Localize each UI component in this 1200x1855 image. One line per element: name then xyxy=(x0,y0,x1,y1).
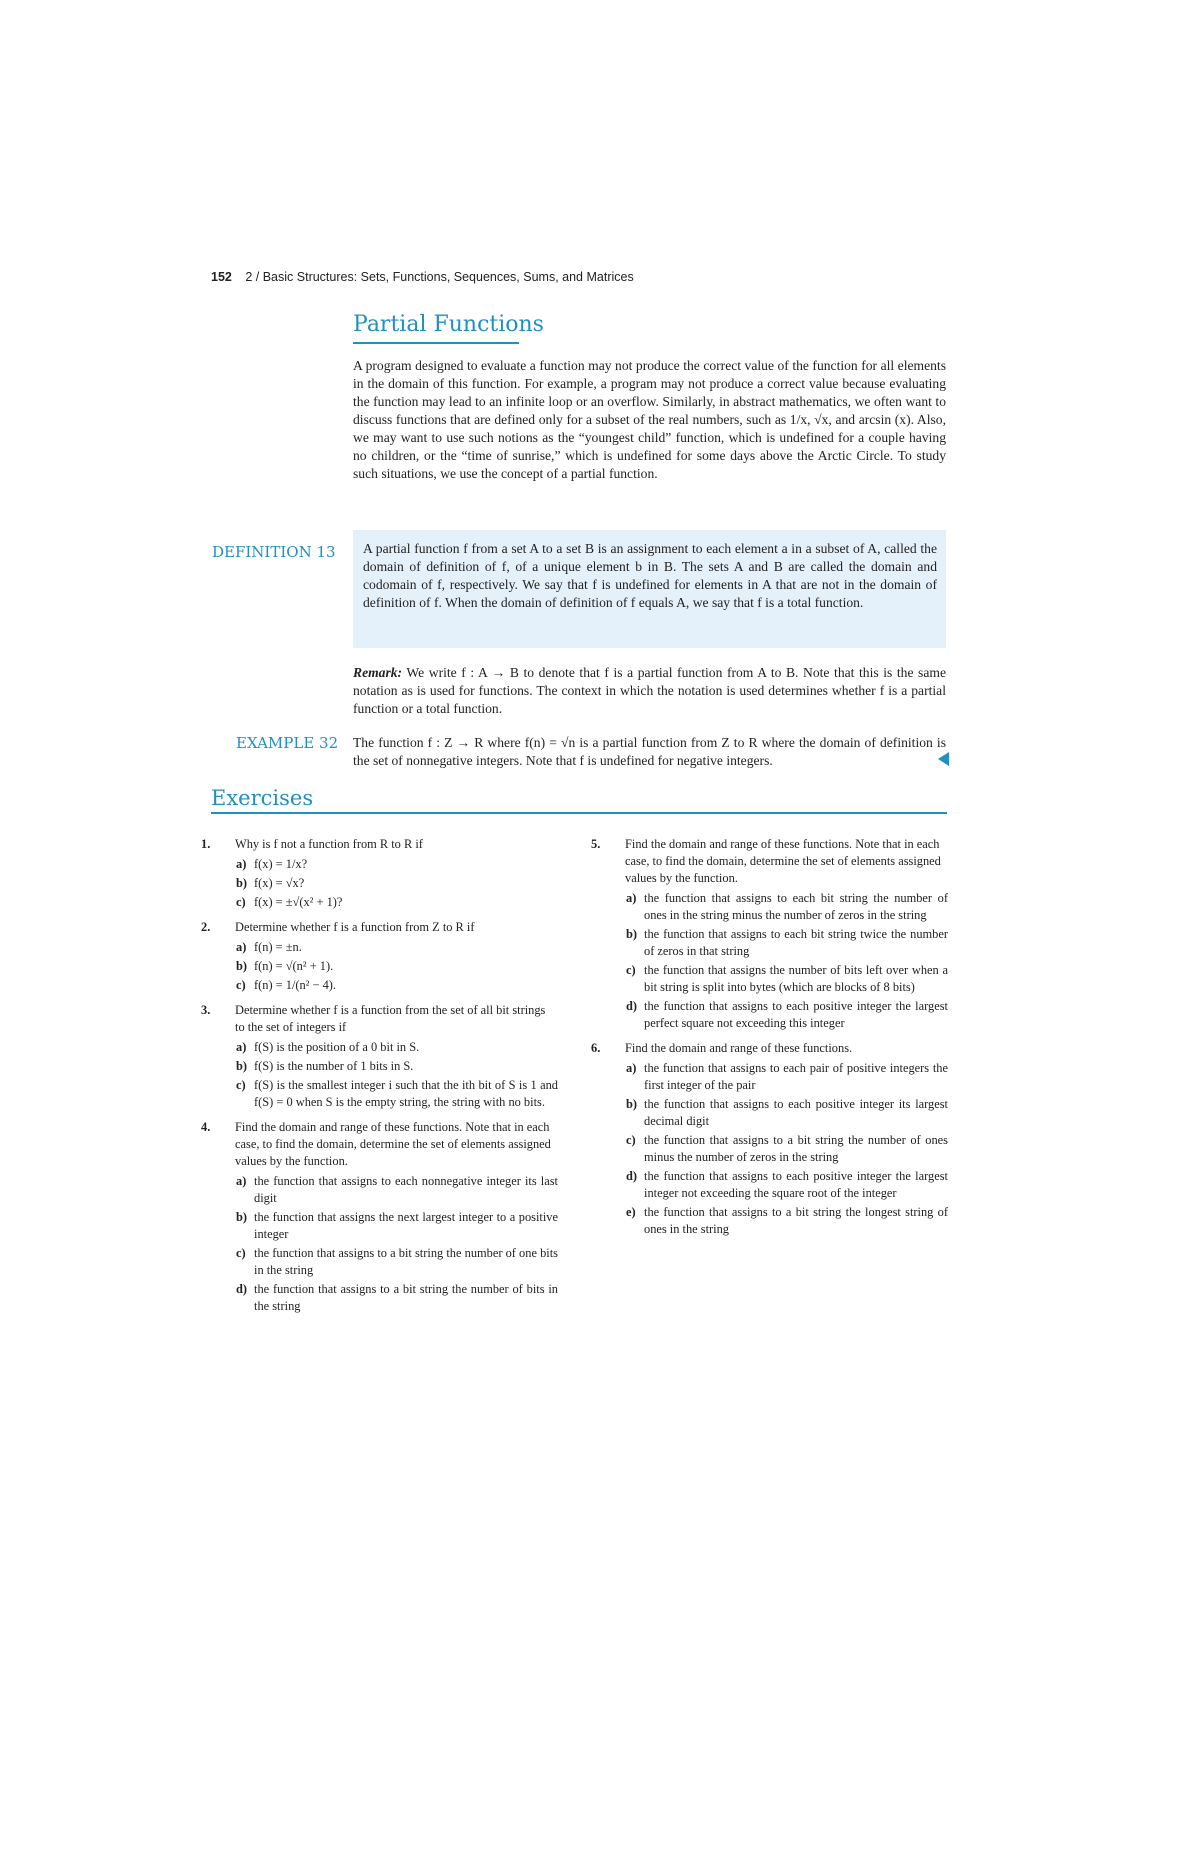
exercises-underline xyxy=(211,812,947,814)
exercise-part-label: b) xyxy=(626,927,638,941)
exercise-prompt: Find the domain and range of these functions. Note that in each case, to find the domain, determine the set of elements assigned values by the function. xyxy=(235,1120,551,1168)
section-title-underline xyxy=(353,342,519,344)
exercise-number: 4. xyxy=(201,1120,211,1134)
exercise-part-text: f(x) = √x? xyxy=(254,876,305,890)
exercise-part-label: c) xyxy=(236,1246,246,1260)
exercise-part xyxy=(236,1281,558,1315)
exercise-part xyxy=(236,1058,558,1075)
exercise-part xyxy=(626,1096,948,1130)
exercise-part-label: a) xyxy=(236,1174,247,1188)
running-head xyxy=(211,270,634,284)
exercise-number: 5. xyxy=(591,837,601,851)
exercise-part-text: the function that assigns to a bit string the number of one bits in the string xyxy=(254,1246,558,1277)
remark-label: Remark: xyxy=(353,665,403,680)
example-label: EXAMPLE 32 xyxy=(236,734,339,752)
exercise-part-label: c) xyxy=(626,963,636,977)
exercise-part-label: b) xyxy=(236,876,248,890)
exercise-part xyxy=(236,977,558,994)
exercise-item xyxy=(591,1040,948,1057)
exercise-part xyxy=(236,958,558,975)
exercise-part-text: the function that assigns the number of bits left over when a bit string is split into bytes (which are blocks of 8 bits) xyxy=(644,963,948,994)
exercise-part-label: a) xyxy=(626,891,637,905)
section-title: Partial Functions xyxy=(353,312,544,337)
exercise-part xyxy=(236,856,558,873)
exercise-part-text: the function that assigns to each nonnegative integer its last digit xyxy=(254,1174,558,1205)
exercise-part-text: f(S) is the number of 1 bits in S. xyxy=(254,1059,414,1073)
page-number: 152 xyxy=(211,270,232,284)
exercise-part xyxy=(626,998,948,1032)
exercise-part-text: f(n) = 1/(n² − 4). xyxy=(254,978,337,992)
exercise-part-label: a) xyxy=(236,857,247,871)
remark-text: We write f : A → B to denote that f is a partial function from A to B. Note that this is the same notation as is used for functions. The context in which the notation is used determines whether f is a partial function or a total function. xyxy=(353,665,946,716)
exercise-part-label: b) xyxy=(626,1097,638,1111)
exercise-prompt: Determine whether f is a function from Z to R if xyxy=(235,920,475,934)
exercise-part-label: a) xyxy=(236,1040,247,1054)
exercise-part-text: the function that assigns to each bit string the number of ones in the string minus the number of zeros in the string xyxy=(644,891,948,922)
exercise-part xyxy=(236,1209,558,1243)
exercise-number: 2. xyxy=(201,920,211,934)
exercise-number: 6. xyxy=(591,1041,601,1055)
exercise-part xyxy=(626,1204,948,1238)
exercise-part-label: c) xyxy=(626,1133,636,1147)
exercise-part-label: c) xyxy=(236,895,246,909)
exercise-part xyxy=(626,1060,948,1094)
exercise-item xyxy=(591,836,948,887)
exercise-prompt: Find the domain and range of these functions. Note that in each case, to find the domain, determine the set of elements assigned values by the function. xyxy=(625,837,941,885)
exercise-number: 1. xyxy=(201,837,211,851)
exercise-part-text: f(x) = 1/x? xyxy=(254,857,308,871)
exercise-part-text: the function that assigns to a bit string the number of bits in the string xyxy=(254,1282,558,1313)
exercise-prompt: Find the domain and range of these functions. xyxy=(625,1041,853,1055)
exercise-part-label: b) xyxy=(236,959,248,973)
exercise-part xyxy=(626,890,948,924)
exercise-part-text: the function that assigns to each positive integer its largest decimal digit xyxy=(644,1097,948,1128)
exercise-part xyxy=(236,875,558,892)
exercise-part-label: b) xyxy=(236,1210,248,1224)
exercise-part-text: the function that assigns to a bit string the longest string of ones in the string xyxy=(644,1205,948,1236)
exercise-part-text: the function that assigns to each pair of positive integers the first integer of the pair xyxy=(644,1061,948,1092)
definition-label: DEFINITION 13 xyxy=(212,543,336,561)
example-text: The function f : Z → R where f(n) = √n is a partial function from Z to R where the domain of definition is the set of nonnegative integers. Note that f is undefined for negative integers. xyxy=(353,735,946,768)
exercise-prompt: Determine whether f is a function from the set of all bit strings to the set of integers if xyxy=(235,1003,546,1034)
exercise-part-label: a) xyxy=(626,1061,637,1075)
exercise-part xyxy=(236,894,558,911)
intro-paragraph: A program designed to evaluate a function may not produce the correct value of the function for all elements in the domain of this function. For example, a program may not produce a correct value because evaluating the function may lead to an infinite loop or an overflow. Similarly, in abstract mathematics, we often want to discuss functions that are defined only for a subset of the real numbers, such as 1/x, √x, and arcsin (x). Also, we may want to use such notions as the “youngest child” function, which is undefined for a couple having no children, or the “time of sunrise,” which is undefined for some days above the Arctic Circle. To study such situations, we use the concept of a partial function. xyxy=(353,358,946,481)
exercise-part xyxy=(236,1077,558,1111)
exercise-part-label: a) xyxy=(236,940,247,954)
exercise-item xyxy=(201,1119,558,1170)
exercise-item xyxy=(201,836,558,853)
exercises-left-column xyxy=(201,836,558,1323)
exercise-part-text: the function that assigns to each positive integer the largest perfect square not exceeding this integer xyxy=(644,999,948,1030)
exercise-part-label: b) xyxy=(236,1059,248,1073)
exercise-prompt: Why is f not a function from R to R if xyxy=(235,837,423,851)
exercise-part xyxy=(236,939,558,956)
exercises-title: Exercises xyxy=(211,786,314,810)
exercise-part-label: c) xyxy=(236,1078,246,1092)
exercise-part xyxy=(236,1173,558,1207)
exercise-number: 3. xyxy=(201,1003,211,1017)
exercise-part-text: the function that assigns to each positive integer the largest integer not exceeding the square root of the integer xyxy=(644,1169,948,1200)
exercise-part xyxy=(236,1245,558,1279)
exercise-part-label: c) xyxy=(236,978,246,992)
exercise-part-text: f(n) = ±n. xyxy=(254,940,302,954)
exercise-part-text: f(x) = ±√(x² + 1)? xyxy=(254,895,343,909)
remark-paragraph xyxy=(353,664,946,718)
exercise-part-label: e) xyxy=(626,1205,636,1219)
exercise-part-label: d) xyxy=(626,1169,638,1183)
running-title: 2 / Basic Structures: Sets, Functions, Sequences, Sums, and Matrices xyxy=(245,270,634,284)
exercise-item xyxy=(201,919,558,936)
exercise-part xyxy=(626,926,948,960)
exercise-part xyxy=(626,1168,948,1202)
exercise-part-text: f(S) is the smallest integer i such that the ith bit of S is 1 and f(S) = 0 when S is the empty string, the string with no bits. xyxy=(254,1078,558,1109)
end-of-example-marker xyxy=(938,752,949,766)
exercise-part-text: the function that assigns the next largest integer to a positive integer xyxy=(254,1210,558,1241)
exercise-part-text: the function that assigns to each bit string twice the number of zeros in that string xyxy=(644,927,948,958)
exercise-part xyxy=(626,962,948,996)
exercise-item xyxy=(201,1002,558,1036)
exercise-part-text: f(S) is the position of a 0 bit in S. xyxy=(254,1040,420,1054)
exercise-part xyxy=(626,1132,948,1166)
exercise-part-text: f(n) = √(n² + 1). xyxy=(254,959,334,973)
exercises-right-column xyxy=(591,836,948,1246)
definition-text: A partial function f from a set A to a set B is an assignment to each element a in a subset of A, called the domain of definition of f, of a unique element b in B. The sets A and B are called the domain and codomain of f, respectively. We say that f is undefined for elements in A that are not in the domain of definition of f. When the domain of definition of f equals A, we say that f is a total function. xyxy=(363,541,937,610)
exercise-part xyxy=(236,1039,558,1056)
exercise-part-label: d) xyxy=(236,1282,248,1296)
exercise-part-label: d) xyxy=(626,999,638,1013)
exercise-part-text: the function that assigns to a bit string the number of ones minus the number of zeros in the string xyxy=(644,1133,948,1164)
